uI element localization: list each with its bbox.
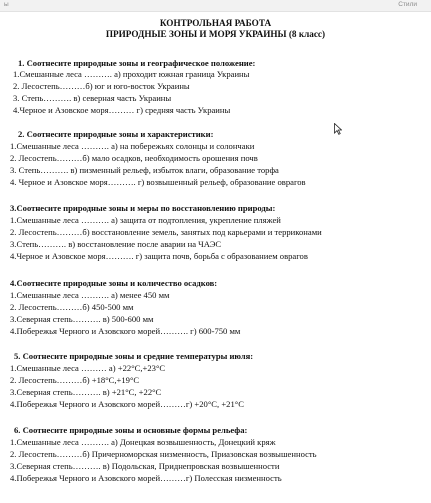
section-heading: 3.Соотнесите природные зоны и меры по восстановлению природы:	[10, 203, 276, 213]
list-item: 3. Степь………. в) северная часть Украины	[13, 93, 172, 103]
list-item: 1.Смешанные леса ……… а) +22°С,+23°С	[10, 363, 166, 373]
document-title: КОНТРОЛЬНАЯ РАБОТА	[159, 18, 272, 28]
list-item: 3.Северная степь………. в) 500-600 мм	[10, 314, 154, 324]
mouse-pointer-icon	[334, 123, 342, 135]
document-page	[0, 11, 431, 483]
section-heading: 5. Соотнесите природные зоны и средние температуры июля:	[14, 351, 254, 361]
styles-group-label[interactable]: Стили	[398, 1, 417, 8]
list-item: 1.Смешанные леса ………. а) Донецкая возвышенность, Донецкий кряж	[10, 437, 276, 447]
section-heading: 2. Соотнесите природные зоны и характеристики:	[18, 129, 214, 139]
section-heading: 4.Соотнесите природные зоны и количество осадков:	[10, 278, 218, 288]
list-item: 4.Побережья Черного и Азовского морей………. г) 600-750 мм	[10, 326, 241, 336]
list-item: 1.Смешанные леса ………. а) защита от подтопления, укрепление пляжей	[10, 215, 281, 225]
section-heading: 1. Соотнесите природные зоны и географическое положение:	[18, 58, 256, 68]
list-item: 2. Лесостепь………б) мало осадков, необходимость орошения почв	[10, 153, 258, 163]
section-heading: 6. Соотнесите природные зоны и основные формы рельефа:	[14, 425, 248, 435]
list-item: 1.Смешанные леса ………. а) на побережьях солонцы и солончаки	[10, 141, 255, 151]
list-item: 3.Степь………. в) восстановление после аварии на ЧАЭС	[10, 239, 222, 249]
list-item: 4. Черное и Азовское моря………. г) возвышенный рельеф, образование оврагов	[10, 177, 306, 187]
list-item: 2. Лесостепь………б) +18°С,+19°С	[10, 375, 140, 385]
list-item: 3.Северная степь………. в) +21°С, +22°С	[10, 387, 162, 397]
list-item: 4.Побережья Черного и Азовского морей………г) Полесская низменность	[10, 473, 282, 483]
list-item: 2. Лесостепь………б) 450-500 мм	[10, 302, 134, 312]
list-item: 4.Черное и Азовское моря………. г) защита почв, борьба с образованием оврагов	[10, 251, 308, 261]
list-item: 1.Смешанные леса ………. а) проходит южная граница Украины	[13, 69, 250, 79]
list-item: 4.Черное и Азовское моря……… г) средняя часть Украины	[13, 105, 231, 115]
toolbar-fragment-left: ы	[4, 1, 9, 8]
list-item: 2. Лесостепь………б) юг и юго-восток Украины	[13, 81, 190, 91]
list-item: 2. Лесостепь………б) Причерноморская низменность, Приазовская возвышенность	[10, 449, 317, 459]
list-item: 1.Смешанные леса ………. а) менее 450 мм	[10, 290, 170, 300]
list-item: 3.Северная степь………. в) Подольская, Приднепровская возвышенности	[10, 461, 280, 471]
document-subtitle: ПРИРОДНЫЕ ЗОНЫ И МОРЯ УКРАИНЫ (8 класс)	[105, 29, 326, 39]
list-item: 4.Побережья Черного и Азовского морей………г) +20°С, +21°С	[10, 399, 244, 409]
list-item: 2. Лесостепь………б) восстановление земель, занятых под карьерами и терриконами	[10, 227, 322, 237]
list-item: 3. Степь………. в) пизменный рельеф, избыток влаги, образование торфа	[10, 165, 279, 175]
